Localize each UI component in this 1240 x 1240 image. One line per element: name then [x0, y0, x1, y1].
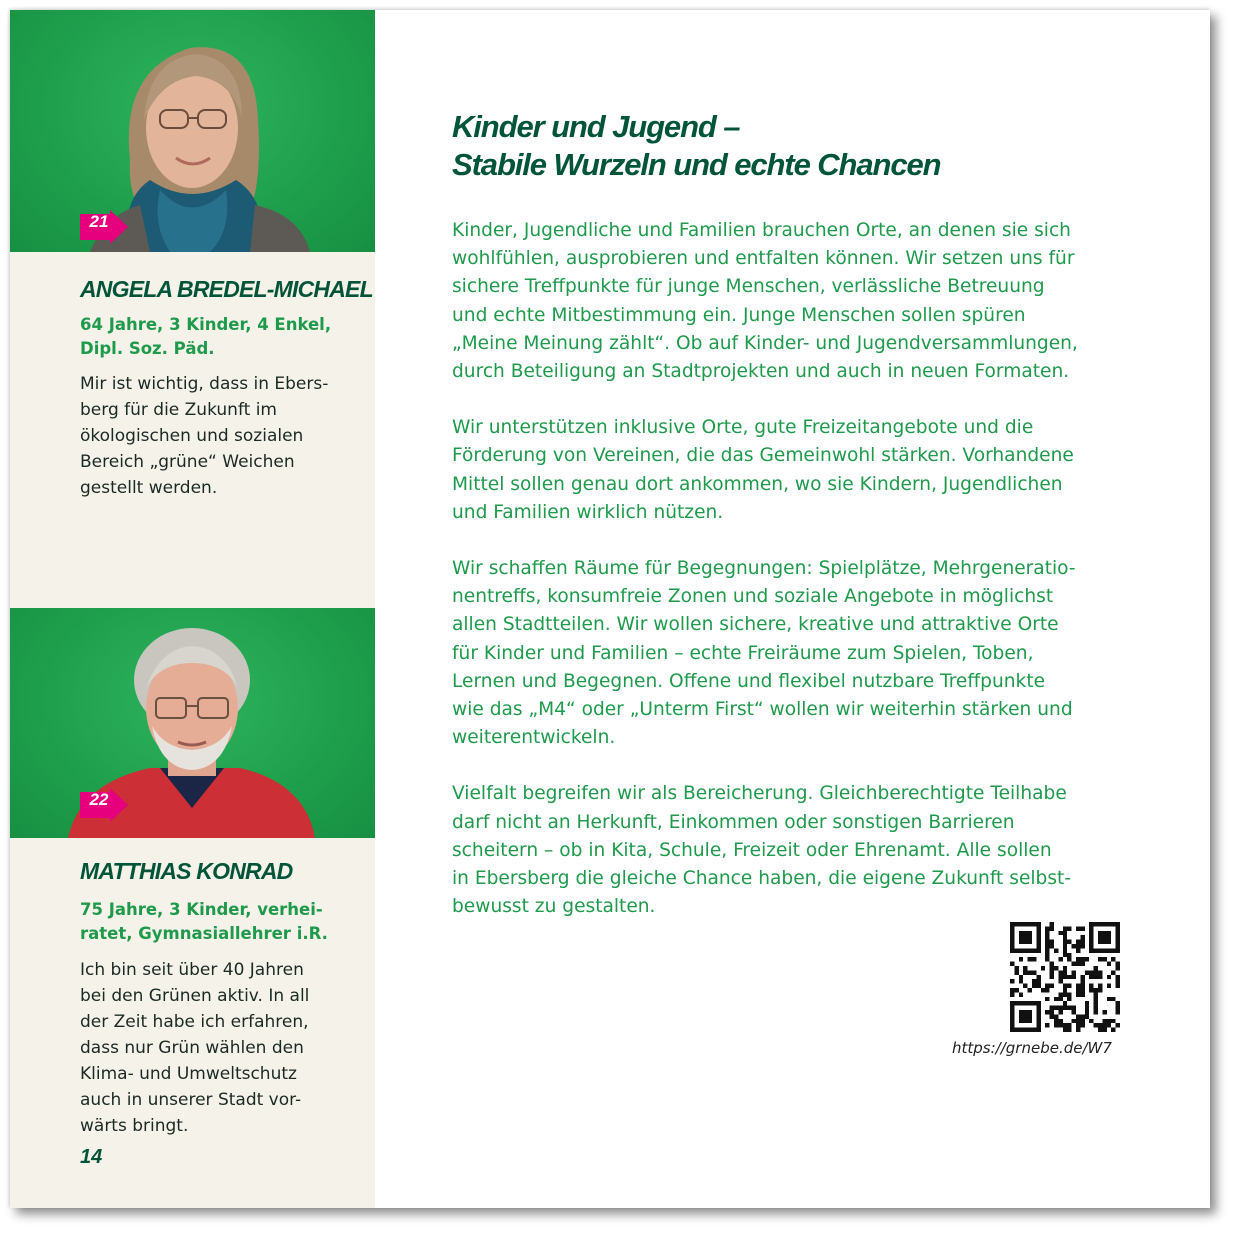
candidate-number: 21	[89, 212, 109, 231]
paragraph: Vielfalt begreifen wir als Bereicherung. Gleichberechtigte Teilhabe darf nicht an Herkunft, Einkommen oder sonstigen Barrieren scheitern – ob in Kita, Schule, Freizeit oder Ehrenamt. Alle sollen in Ebersberg die gleiche Chance haben, die eigene Zukunft selbst- bewusst zu gestalten.	[452, 783, 1072, 918]
candidate-statement: Mir ist wichtig, dass in Ebers- berg für die Zukunft im ökologischen und sozialen Bereich „grüne“ Weichen gestellt werden.	[80, 374, 329, 498]
candidate-number-badge	[80, 210, 128, 244]
candidate-meta: 75 Jahre, 3 Kinder, verhei- ratet, Gymnasiallehrer i.R.	[80, 900, 328, 943]
candidate-photo-matthias	[10, 608, 375, 838]
paragraph: Wir unterstützen inklusive Orte, gute Freizeitangebote und die Förderung von Vereinen, die das Gemeinwohl stärken. Vorhandene Mittel sollen genau dort ankommen, wo sie Kindern, Jugendlichen und Familien wirklich nützen.	[452, 417, 1074, 523]
candidate-number: 22	[89, 790, 109, 809]
paragraph: Wir schaffen Räume für Begegnungen: Spielplätze, Mehrgeneratio- nentreffs, konsumfreie Zonen und soziale Angebote in möglichst allen Stadtteilen. Wir wollen sichere, kreative und attraktive Orte für Kinder und Familien – echte Freiräume zum Spielen, Toben, Lernen und Begegnen. Offene und flexibel nutzbare Treffpunkte wie das „M4“ oder „Unterm First“ wollen wir weiterhin stärken und weiterentwickeln.	[452, 558, 1076, 749]
candidate-column	[10, 10, 375, 1208]
candidate-photo-angela	[10, 10, 375, 252]
heading-line-1: Kinder und Jugend –	[452, 109, 740, 144]
candidate-name: MATTHIAS KONRAD	[80, 858, 293, 884]
candidate-number-badge	[80, 788, 128, 822]
candidate-meta: 64 Jahre, 3 Kinder, 4 Enkel, Dipl. Soz. Päd.	[80, 315, 332, 358]
body-text	[452, 217, 1142, 949]
page-number: 14	[80, 1146, 103, 1168]
qr-code[interactable]	[1010, 922, 1120, 1032]
candidate-statement: Ich bin seit über 40 Jahren bei den Grünen aktiv. In all der Zeit habe ich erfahren, dass nur Grün wählen den Klima- und Umweltschutz auch in unserer Stadt vor- wärts bringt.	[80, 960, 310, 1136]
heading-line-2: Stabile Wurzeln und echte Chancen	[452, 147, 941, 182]
candidate-name: ANGELA BREDEL-MICHAEL	[80, 276, 373, 302]
paragraph: Kinder, Jugendliche und Familien brauchen Orte, an denen sie sich wohlfühlen, ausprobieren und entfalten können. Wir setzen uns für sichere Treffpunkte für junge Menschen, verlässliche Betreuung und echte Mitbestimmung ein. Junge Menschen sollen spüren „Meine Meinung zählt“. Ob auf Kinder- und Jugendversammlungen, durch Beteiligung an Stadtprojekten und auch in neuen Formaten.	[452, 220, 1078, 383]
brochure-page	[10, 10, 1210, 1208]
qr-link[interactable]: https://grnebe.de/W7	[952, 1039, 1112, 1057]
section-heading	[452, 108, 941, 184]
